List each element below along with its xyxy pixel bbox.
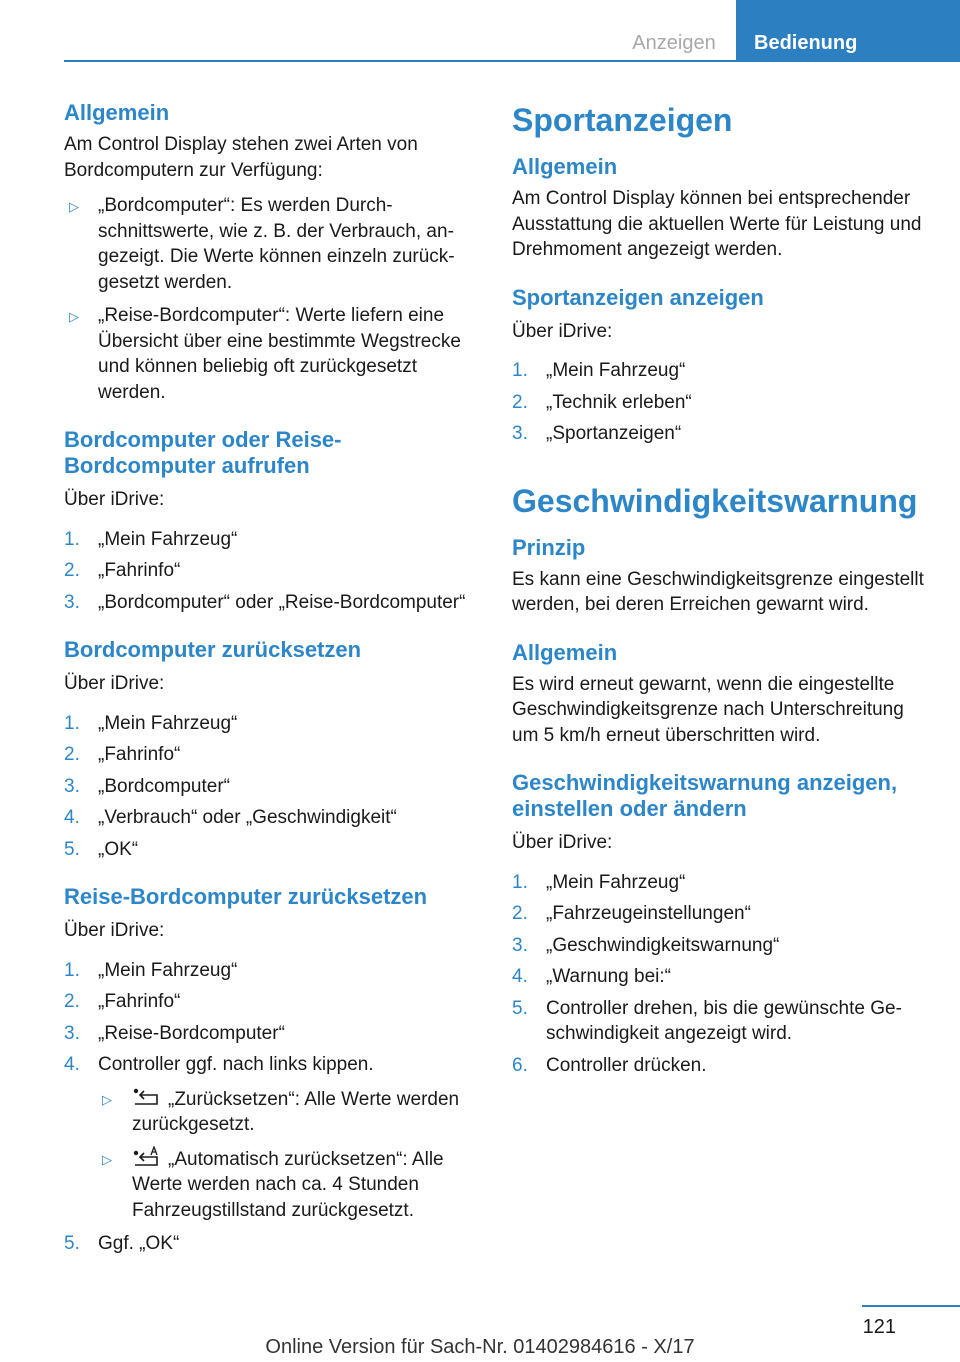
list-item: 1. „Mein Fahrzeug“	[512, 871, 686, 893]
triangle-bullet-icon: ▷	[102, 1151, 112, 1167]
reset-icon	[132, 1086, 162, 1108]
list-item: 6. Controller drücken.	[512, 1054, 707, 1076]
left-column	[64, 100, 479, 1257]
list-item: 3. „Bordcomputer“	[64, 775, 230, 797]
intro-text: Über iDrive:	[64, 920, 165, 941]
page-number-rule	[862, 1305, 960, 1307]
intro-text: Über iDrive:	[64, 673, 165, 694]
list-item: 1. „Mein Fahrzeug“	[512, 360, 686, 381]
gw-allgemein-text: Es wird erneut gewarnt, wenn die eingestellte Geschwindigkeitsgrenze nach Unterschreitung um 5 km/h erneut überschritten wird.	[512, 673, 904, 746]
section-title-allgemein: Allgemein	[64, 100, 170, 125]
chapter-title-sportanzeigen: Sportanzeigen	[512, 102, 733, 138]
list-item: 4. „Verbrauch“ oder „Geschwindigkeit“	[64, 807, 397, 828]
triangle-bullet-icon: ▷	[102, 1091, 112, 1107]
list-item: 1. „Mein Fahrzeug“	[64, 528, 238, 550]
intro-text: Über iDrive:	[512, 832, 613, 853]
section-title-reise: Reise-Bordcomputer zurücksetzen	[64, 884, 428, 909]
list-item: 5. Controller drehen, bis die gewünschte Geschwindigkeit angezeigt wird.	[512, 997, 902, 1044]
list-item: 4. Controller ggf. nach links kippen.	[64, 1054, 374, 1075]
auto-reset-icon	[132, 1146, 162, 1168]
intro-text: Über iDrive:	[512, 320, 613, 342]
page-number: 121	[862, 1316, 896, 1338]
list-item: 4. „Warnung bei:“	[512, 966, 671, 987]
list-item: 3. „Reise-Bordcomputer“	[64, 1022, 285, 1044]
right-column	[512, 100, 932, 1078]
list-item: 3. „Bordcomputer“ oder „Reise-Bordcomputer“	[64, 591, 466, 613]
online-version-footer: Online Version für Sach-Nr. 01402984616 - X/17	[265, 1336, 695, 1358]
list-item: 3. „Sportanzeigen“	[512, 423, 682, 444]
triangle-bullet-icon: ▷	[69, 199, 79, 214]
section-title-prinzip: Prinzip	[512, 534, 586, 560]
prinzip-text: Es kann eine Geschwindigkeitsgrenze eingestellt werden, bei deren Erreichen gewarnt wird.	[512, 568, 924, 615]
sub-list-item: ▷ „Zurücksetzen“: Alle Werte werden zurückgesetzt.	[64, 1086, 479, 1138]
sport-allgemein-text: Am Control Display können bei entsprechender Ausstattung die aktuellen Werte für Leistung und Drehmoment angezeigt werden.	[512, 188, 922, 260]
list-item: 5. „OK“	[64, 838, 139, 860]
header-rule	[64, 60, 960, 62]
list-item: 2. „Technik erleben“	[512, 391, 692, 413]
section-title-allgemein: Allgemein	[512, 154, 618, 179]
intro-text: Über iDrive:	[64, 489, 165, 510]
tab-anzeigen[interactable]: Anzeigen	[632, 32, 716, 54]
allgemein-text: Am Control Display stehen zwei Arten von Bordcomputern zur Verfügung:	[64, 134, 418, 181]
section-title-aufrufen: Bordcomputer oder Reise-Bordcomputer aufrufen	[64, 427, 342, 478]
list-item: ▷ „Bordcomputer“: Es werden Durchschnittswerte, wie z. B. der Verbrauch, angezeigt. Die Werte können einzeln zurückgesetzt werden.	[69, 195, 455, 293]
list-item: 2. „Fahrzeugeinstellungen“	[512, 903, 751, 924]
chapter-title-geschwindigkeitswarnung: Geschwindigkeitswarnung	[512, 482, 918, 519]
list-item: 1. „Mein Fahrzeug“	[64, 959, 238, 981]
section-title-gw-anzeigen: Geschwindigkeitswarnung anzeigen, einstellen oder ändern	[512, 770, 898, 821]
list-item: 2. „Fahrinfo“	[64, 560, 181, 581]
list-item: 2. „Fahrinfo“	[64, 744, 181, 765]
list-item: 5. Ggf. „OK“	[64, 1233, 180, 1254]
tab-bedienung[interactable]: Bedienung	[736, 0, 960, 60]
list-item: 1. „Mein Fahrzeug“	[64, 712, 238, 734]
section-title-zuruecksetzen: Bordcomputer zurücksetzen	[64, 637, 362, 662]
triangle-bullet-icon: ▷	[69, 309, 79, 324]
list-item: 2. „Fahrinfo“	[64, 991, 181, 1012]
section-title-allgemein: Allgemein	[512, 639, 618, 665]
list-item: 3. „Geschwindigkeitswarnung“	[512, 934, 780, 956]
section-title-sport-anzeigen: Sportanzeigen anzeigen	[512, 284, 764, 310]
sub-list-item: ▷ „Automatisch zurücksetzen“: Alle Werte werden nach ca. 4 Stunden Fahrzeugstillstand zurückgesetzt.	[64, 1146, 479, 1224]
list-item: ▷ „Reise-Bordcomputer“: Werte liefern eine Übersicht über eine bestimmte Wegstrecke und können beliebig oft zurückgesetzt werden.	[69, 305, 461, 403]
